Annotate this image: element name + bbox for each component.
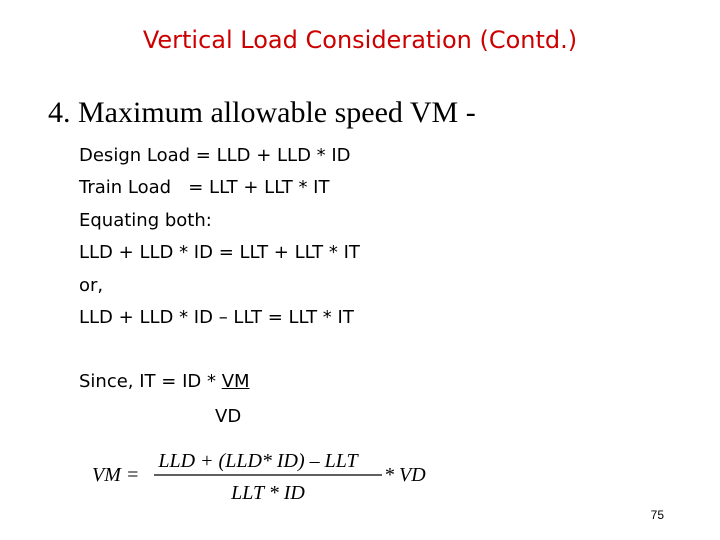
since-denominator: VD [215,406,242,427]
since-line [79,371,250,392]
formula-rhs: * VD [384,464,426,486]
section-heading: 4. Maximum allowable speed VM - [48,96,476,129]
equation-line: LLD + LLD * ID = LLT + LLT * IT [79,242,360,264]
slide-title: Vertical Load Consideration (Contd.) [142,26,578,54]
equation-line: Design Load = LLD + LLD * ID [79,145,351,166]
page-number: 75 [650,508,664,522]
equation-line: or, [79,274,104,296]
equation-line: Train Load = LLT + LLT * IT [79,177,330,199]
speed-formula [90,446,440,508]
equation-line: LLD + LLD * ID – LLT = LLT * IT [79,306,354,328]
equation-line: Equating both: [79,209,212,231]
since-vm: VM [221,371,250,392]
formula-numerator: LLD + (LLD* ID) – LLT [158,450,358,472]
equation-lines [79,140,360,334]
since-prefix: Since, IT = ID * [79,371,222,392]
formula-lhs: VM = [92,464,140,486]
formula-denominator: LLT * ID [231,482,305,504]
